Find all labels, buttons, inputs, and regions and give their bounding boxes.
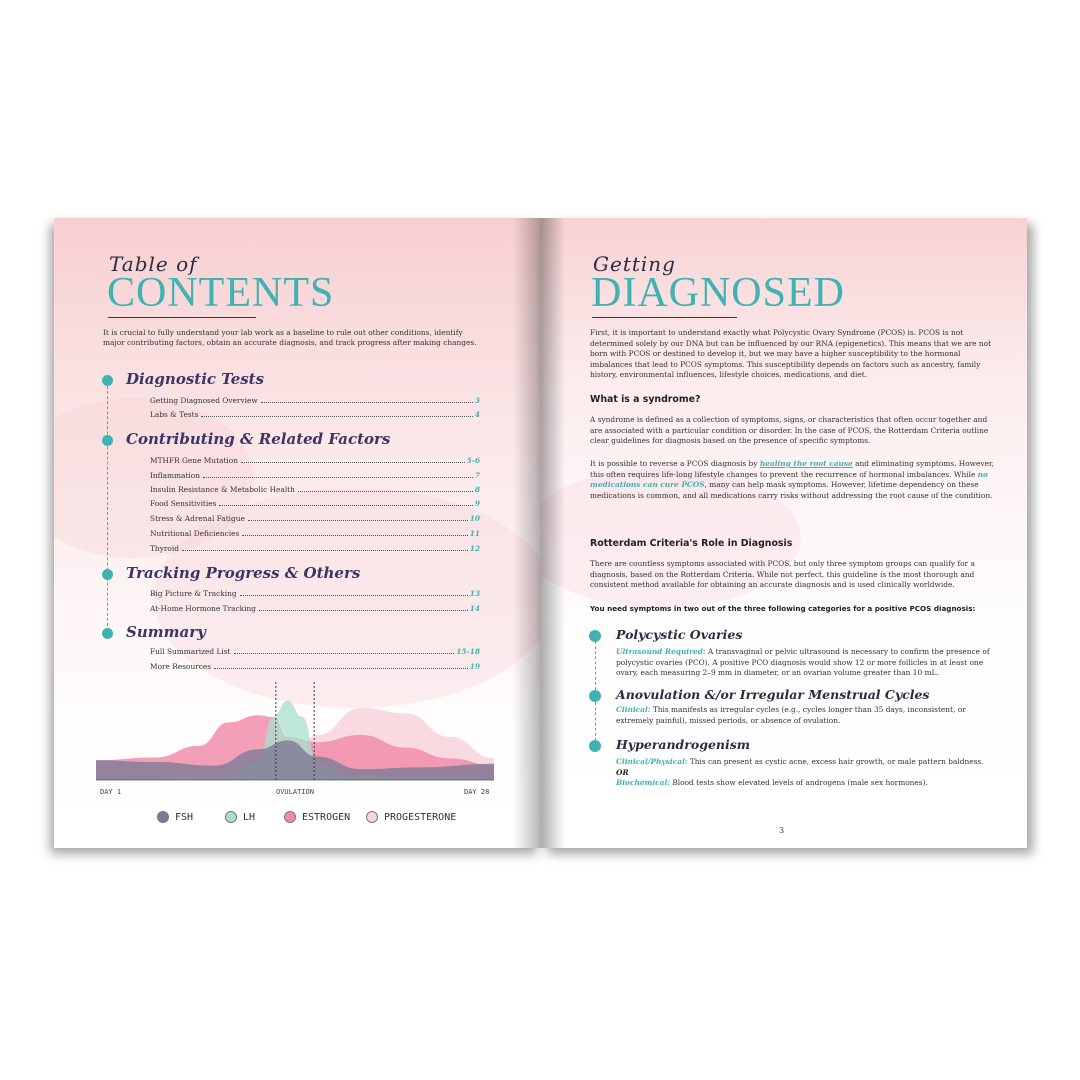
category-label: Ultrasound Required: (616, 647, 706, 656)
timeline-dot (589, 690, 601, 702)
toc-leader (203, 470, 473, 478)
toc-leader (219, 498, 472, 506)
toc-leader (241, 455, 465, 463)
page-title: CONTENTS (107, 270, 335, 316)
category-text (616, 705, 1000, 726)
legend-item-progesterone (366, 811, 456, 823)
toc-item-label: More Resources (150, 662, 212, 671)
toc-item-label: Inflammation (150, 471, 200, 480)
reversal-paragraph (590, 459, 998, 501)
left-page (54, 218, 541, 848)
x-axis-label-end: DAY 28 (464, 788, 490, 796)
toc-item-page: 8 (474, 485, 480, 494)
toc-item-page: 11 (469, 529, 480, 538)
legend-swatch (284, 811, 296, 823)
legend-label: FSH (175, 811, 194, 823)
toc-section-title: Contributing & Related Factors (126, 430, 391, 448)
legend-label: LH (243, 811, 256, 823)
syndrome-paragraph: A syndrome is defined as a collection of symptoms, signs, or characteristics that often occur together and are associated with a particular condition or disorder. In the case of PCOS, the Rotterdam Criteria outline clear guidelines for diagnosis based on the presence of specific symptoms. (590, 415, 989, 446)
toc-item-page: 5-6 (466, 456, 480, 465)
timeline-dot (102, 569, 113, 580)
root-cause-link[interactable]: healing the root cause (759, 459, 853, 468)
text: and eliminating symptoms. However, this often requires life-long lifestyle changes to prevent the recurrence of hormonal imbalances. While (590, 459, 994, 479)
legend-label: ESTROGEN (302, 811, 351, 823)
toc-leader (234, 646, 455, 654)
script-title: Getting (593, 252, 676, 276)
toc-item-label: Thyroid (150, 544, 179, 553)
toc-leader (182, 543, 468, 551)
intro-paragraph: First, it is important to understand exactly what Polycystic Ovary Syndrome (PCOS) is. PCOS is not determined solely by our DNA but can be influenced by our RNA (epigenetics). This means that we are not born with PCOS or destined to develop it, but we may have a higher susceptibility to the hormonal imbalances that lead to PCOS symptoms. This susceptibility depends on factors such as ancestry, family history, environmental influences, lifestyle choices, medications, and diet. (590, 328, 992, 380)
heading-what-is-syndrome: What is a syndrome? (590, 394, 701, 405)
toc-leader (261, 395, 473, 403)
gutter-shadow (541, 218, 565, 848)
legend-swatch (157, 811, 169, 823)
category-title: Polycystic Ovaries (616, 627, 743, 642)
toc-item[interactable] (150, 543, 480, 554)
toc-leader (201, 409, 472, 417)
toc-item[interactable] (150, 409, 480, 420)
toc-item[interactable] (150, 395, 480, 406)
toc-item-page: 7 (474, 471, 480, 480)
toc-item[interactable] (150, 455, 480, 466)
emphasis-text: no medications can cure PCOS (590, 469, 988, 490)
heading-rotterdam: Rotterdam Criteria's Role in Diagnosis (590, 538, 793, 549)
category-text (616, 757, 1000, 789)
toc-leader (242, 528, 467, 536)
x-axis-label-ovulation: OVULATION (276, 788, 314, 796)
toc-item-label: Full Summarized List (150, 647, 231, 656)
toc-item-page: 15-18 (456, 647, 480, 656)
toc-item[interactable] (150, 513, 480, 524)
legend-item-estrogen (284, 811, 350, 823)
toc-item-label: Insulin Resistance & Metabolic Health (150, 485, 295, 494)
toc-leader (298, 484, 473, 492)
toc-item-page: 12 (469, 544, 480, 553)
toc-item-page: 13 (469, 589, 480, 598)
toc-item-page: 3 (474, 396, 480, 405)
toc-item-label: Stress & Adrenal Fatigue (150, 514, 245, 523)
intro-text: It is crucial to fully understand your lab work as a baseline to rule out other conditions, identify major contributing factors, obtain an accurate diagnosis, and track progress after making changes. (103, 328, 477, 348)
legend-swatch (366, 811, 378, 823)
timeline-dot (102, 375, 113, 386)
toc-item[interactable] (150, 661, 480, 672)
legend-item-lh (225, 811, 255, 823)
text: , many can help mask symptoms. However, lifetime dependency on these medications is common, and all medications carry risks without addressing the root cause of the condition. (590, 480, 993, 500)
toc-item[interactable] (150, 588, 480, 599)
toc-item-label: Food Sensitivities (150, 499, 217, 508)
criteria-instruction: You need symptoms in two out of the three following categories for a positive PCOS diagnosis: (590, 604, 976, 613)
toc-item[interactable] (150, 603, 480, 614)
toc-section-title: Tracking Progress & Others (126, 564, 361, 582)
title-underline (108, 317, 256, 318)
toc-item[interactable] (150, 646, 480, 657)
toc-leader (240, 588, 468, 596)
toc-item-label: Labs & Tests (150, 410, 199, 419)
timeline-dot (589, 740, 601, 752)
toc-leader (259, 603, 468, 611)
toc-section-title: Summary (126, 623, 206, 641)
toc-item[interactable] (150, 484, 480, 495)
or-label: OR (616, 767, 629, 777)
toc-item-label: Nutritional Deficiencies (150, 529, 240, 538)
legend-item-fsh (157, 811, 193, 823)
toc-item-page: 10 (469, 514, 480, 523)
right-page (541, 218, 1027, 848)
toc-item[interactable] (150, 498, 480, 509)
x-axis-label-start: DAY 1 (100, 788, 122, 796)
timeline-line (107, 386, 108, 636)
toc-item-page: 14 (469, 604, 480, 613)
timeline-dot (102, 435, 113, 446)
text: It is possible to reverse a PCOS diagnosis by (590, 459, 760, 468)
timeline-dot (589, 630, 601, 642)
category-label: Clinical/Physical: (616, 757, 688, 766)
toc-item-label: Getting Diagnosed Overview (150, 396, 258, 405)
legend-label: PROGESTERONE (384, 811, 457, 823)
text: This can present as cystic acne, excess hair growth, or male pattern baldness. (687, 757, 984, 766)
legend-swatch (225, 811, 237, 823)
category-label: Biochemical: (616, 778, 671, 788)
category-title: Hyperandrogenism (616, 737, 750, 752)
timeline-dot (102, 628, 113, 639)
page-title: DIAGNOSED (591, 270, 845, 316)
text: Blood tests show elevated levels of androgens (male sex hormones). (670, 778, 928, 788)
text: A transvaginal or pelvic ultrasound is necessary to confirm the presence of polycystic ovaries (PCO). A positive PCO diagnosis would show 12 or more follicles in at least one ovary, each measuring 2–9 mm in diameter, or an ovarian volume greater than 10 mL. (616, 647, 990, 678)
category-text (616, 647, 1000, 679)
toc-item-page: 9 (474, 499, 480, 508)
toc-leader (248, 513, 468, 521)
rotterdam-paragraph: There are countless symptoms associated with PCOS, but only three symptom groups can qualify for a diagnosis, based on the Rotterdam Criteria. While not perfect, this guideline is the most thorough and consistent method available for obtaining an accurate diagnosis and is used clinically worldwide. (590, 559, 975, 590)
category-title: Anovulation &/or Irregular Menstrual Cycles (616, 687, 930, 702)
toc-item-label: MTHFR Gene Mutation (150, 456, 238, 465)
toc-item-label: Big Picture & Tracking (150, 589, 237, 598)
toc-leader (214, 661, 468, 669)
text: This manifests as irregular cycles (e.g., cycles longer than 35 days, inconsistent, or extremely painful), missed periods, or absence of ovulation. (616, 705, 966, 725)
script-title: Table of (109, 252, 198, 276)
toc-item[interactable] (150, 528, 480, 539)
page-number: 3 (779, 826, 785, 835)
category-label: Clinical: (616, 705, 651, 714)
toc-item-page: 4 (474, 410, 480, 419)
title-underline (592, 317, 737, 318)
toc-item[interactable] (150, 470, 480, 481)
toc-item-label: At-Home Hormone Tracking (150, 604, 257, 613)
toc-item-page: 19 (469, 662, 480, 671)
toc-section-title: Diagnostic Tests (126, 370, 265, 388)
